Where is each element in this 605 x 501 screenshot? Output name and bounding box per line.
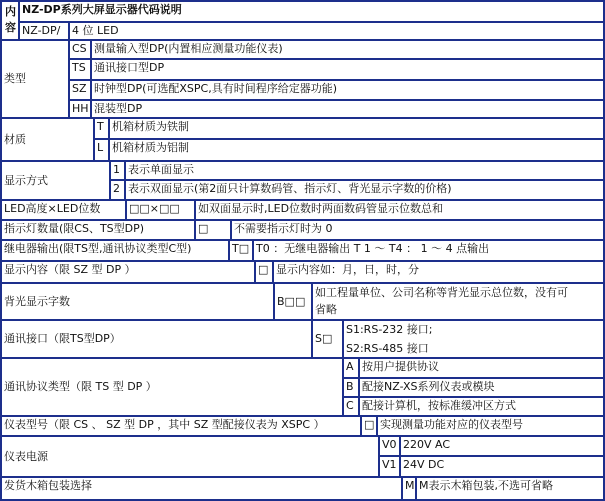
packing-label: 发货木箱包装选择 (0, 476, 403, 501)
led-label: LED高度×LED位数 (0, 199, 127, 221)
model-digits: 4 位 LED (68, 21, 605, 41)
protocol-code-a: A (342, 357, 360, 379)
backlight-desc (311, 282, 605, 321)
material-desc-t: 机箱材质为铁制 (108, 117, 605, 140)
type-code-ts: TS (68, 58, 92, 81)
protocol-desc-a: 按用户提供协议 (358, 357, 605, 379)
comm-interface-line2: S2:RS-485 接口 (346, 342, 429, 355)
content-label: 显示内容（限 SZ 型 DP ） (0, 260, 256, 284)
packing-desc: M表示木箱包装,不选可省略 (415, 476, 605, 501)
content-code: □ (254, 260, 274, 284)
material-desc-l: 机箱材质为铝制 (108, 138, 605, 162)
display-mode-desc-1: 表示单面显示 (124, 160, 605, 181)
power-label: 仪表电源 (0, 435, 380, 478)
protocol-desc-c: 配接计算机，按标准缓冲区方式 (358, 396, 605, 417)
relay-label: 继电器输出(限TS型,通讯协议类型C型) (0, 239, 230, 262)
type-desc-sz: 时钟型DP(可选配XSPC,具有时间程序给定器功能) (90, 79, 605, 101)
comm-interface-code: S□ (311, 319, 344, 359)
material-label: 材质 (0, 117, 95, 162)
type-desc-cs: 测量输入型DP(内置相应测量功能仪表) (90, 39, 605, 60)
type-code-hh: HH (68, 99, 92, 119)
display-mode-desc-2: 表示双面显示(第2面只计算数码管、指示灯、背光显示字数的价格) (124, 179, 605, 201)
power-desc-v0: 220V AC (399, 435, 605, 457)
protocol-desc-b: 配接NZ-XS系列仪表或模块 (358, 377, 605, 398)
comm-interface-label: 通讯接口（限TS型DP） (0, 319, 313, 359)
power-code-v1: V1 (378, 455, 401, 478)
led-desc: 如双面显示时,LED位数时两面数码管显示位数总和 (194, 199, 605, 221)
protocol-label: 通讯协议类型（限 TS 型 DP ） (0, 357, 344, 417)
backlight-code: B□□ (273, 282, 313, 321)
led-code: □□×□□ (125, 199, 196, 221)
display-mode-code-1: 1 (109, 160, 126, 181)
backlight-desc-line2: 省略 (315, 303, 337, 316)
title-prefix: 内容 (0, 0, 20, 41)
model-code: NZ-DP/ (18, 21, 70, 41)
meter-model-desc: 实现测量功能对应的仪表型号 (376, 415, 605, 437)
protocol-code-c: C (342, 396, 360, 417)
display-mode-code-2: 2 (109, 179, 126, 201)
indicator-desc: 不需要指示灯时为 0 (230, 219, 605, 241)
type-label: 类型 (0, 39, 70, 119)
power-desc-v1: 24V DC (399, 455, 605, 478)
type-desc-ts: 通讯接口型DP (90, 58, 605, 81)
protocol-code-b: B (342, 377, 360, 398)
display-mode-label: 显示方式 (0, 160, 111, 201)
type-code-sz: SZ (68, 79, 92, 101)
type-desc-hh: 混装型DP (90, 99, 605, 119)
packing-code: M (401, 476, 417, 501)
comm-interface-line1: S1:RS-232 接口; (346, 323, 433, 336)
content-desc: 显示内容如：月，日，时，分 (272, 260, 605, 284)
backlight-label: 背光显示字数 (0, 282, 275, 321)
relay-desc: T0 ：无继电器输出 T 1 ～ T4 ： 1 ～ 4 点输出 (252, 239, 605, 262)
meter-model-label: 仪表型号（限 CS 、 SZ 型 DP ，其中 SZ 型配接仪表为 XSPC ） (0, 415, 362, 437)
relay-code: T□ (228, 239, 254, 262)
indicator-code: □ (194, 219, 232, 241)
meter-model-code: □ (360, 415, 378, 437)
indicator-label: 指示灯数量(限CS、TS型DP) (0, 219, 196, 241)
material-code-l: L (93, 138, 110, 162)
power-code-v0: V0 (378, 435, 401, 457)
table-title: NZ-DP系列大屏显示器代码说明 (18, 0, 605, 23)
comm-interface-desc (342, 319, 605, 359)
material-code-t: T (93, 117, 110, 140)
type-code-cs: CS (68, 39, 92, 60)
backlight-desc-line1: 如工程量单位、公司名称等背光显示总位数，没有可 (315, 286, 568, 299)
